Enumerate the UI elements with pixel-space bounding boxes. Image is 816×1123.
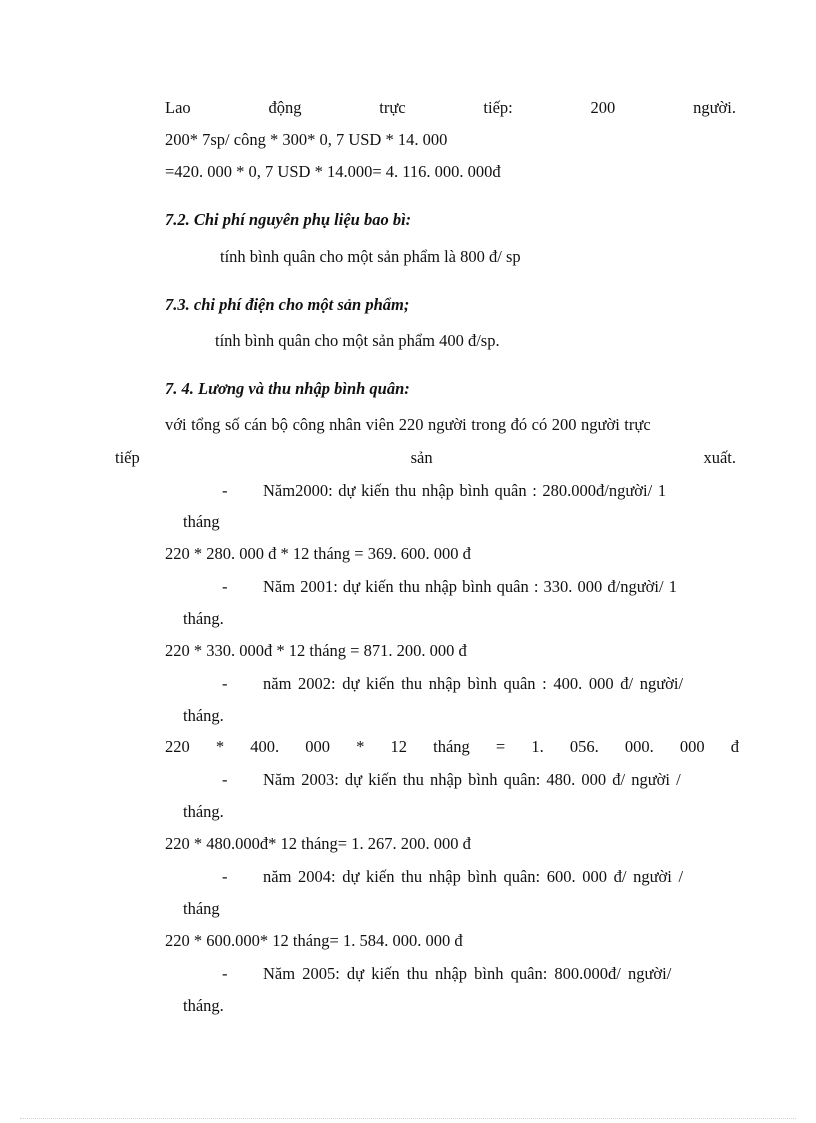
bullet-2005-cont: tháng.	[183, 996, 224, 1015]
word: 000.	[624, 737, 654, 756]
section-heading-7-3: 7.3. chi phí điện cho một sản phẩm;	[165, 295, 410, 314]
bullet-2001-cont: tháng.	[183, 609, 224, 628]
section-text-7-2: tính bình quân cho một sản phẩm là 800 đ/ sp	[220, 247, 521, 266]
labor-formula: 200* 7sp/ công * 300* 0, 7 USD * 14. 000	[165, 130, 448, 149]
word: Lao	[165, 98, 191, 117]
word: 200	[590, 98, 616, 117]
word: tháng	[433, 737, 470, 756]
section-text-7-3: tính bình quân cho một sản phẩm 400 đ/sp.	[215, 331, 500, 350]
bullet-2002-text: năm 2002: dự kiến thu nhập bình quân : 400. 000 đ/ người/	[263, 674, 684, 693]
word: 000	[305, 737, 330, 756]
word: 000	[679, 737, 705, 756]
calc-2004: 220 * 600.000* 12 tháng= 1. 584. 000. 000 đ	[165, 931, 463, 950]
bullet-dash: -	[222, 770, 228, 789]
word: tiếp:	[483, 98, 513, 117]
word: *	[215, 737, 225, 756]
word: đ	[730, 737, 739, 756]
bullet-2005-text: Năm 2005: dự kiến thu nhập bình quân: 800.000đ/ người/	[263, 964, 672, 983]
word: 12	[390, 737, 407, 756]
bullet-dash: -	[222, 674, 228, 693]
calc-2002	[165, 737, 739, 757]
word: 220	[165, 737, 190, 756]
bullet-dash: -	[222, 867, 228, 886]
bullet-2004-text: năm 2004: dự kiến thu nhập bình quân: 600. 000 đ/ người /	[263, 867, 684, 886]
word: *	[356, 737, 365, 756]
bullet-2000-cont: tháng	[183, 512, 220, 531]
word: 1.	[531, 737, 544, 756]
bullet-2002-cont: tháng.	[183, 706, 224, 725]
bullet-2003-cont: tháng.	[183, 802, 224, 821]
word: tiếp	[115, 448, 140, 467]
bullet-2003-text: Năm 2003: dự kiến thu nhập bình quân: 480. 000 đ/ người /	[263, 770, 681, 789]
intro-line-2	[115, 448, 736, 468]
bullet-dash: -	[222, 964, 228, 983]
section-heading-7-4: 7. 4. Lương và thu nhập bình quân:	[165, 379, 410, 398]
bullet-dash: -	[222, 481, 228, 500]
word: xuất.	[703, 448, 736, 467]
bullet-2001-text: Năm 2001: dự kiến thu nhập bình quân : 330. 000 đ/người/ 1	[263, 577, 677, 596]
word: người.	[693, 98, 736, 117]
word: 400.	[250, 737, 280, 756]
word: sản	[410, 448, 433, 467]
word: trực	[379, 98, 406, 117]
word: 056.	[569, 737, 599, 756]
calc-2000: 220 * 280. 000 đ * 12 tháng = 369. 600. 000 đ	[165, 544, 471, 563]
labor-line	[165, 98, 736, 118]
bullet-dash: -	[222, 577, 228, 596]
calc-2001: 220 * 330. 000đ * 12 tháng = 871. 200. 000 đ	[165, 641, 467, 660]
labor-result: =420. 000 * 0, 7 USD * 14.000= 4. 116. 000. 000đ	[165, 162, 501, 181]
calc-2003: 220 * 480.000đ* 12 tháng= 1. 267. 200. 000 đ	[165, 834, 471, 853]
section-heading-7-2: 7.2. Chi phí nguyên phụ liệu bao bì:	[165, 210, 412, 229]
word: =	[495, 737, 506, 756]
intro-line-1: với tổng số cán bộ công nhân viên 220 người trong đó có 200 người trực	[165, 415, 651, 434]
page-bottom-rule	[20, 1118, 796, 1119]
bullet-2004-cont: tháng	[183, 899, 220, 918]
word: động	[268, 98, 302, 117]
bullet-2000-text: Năm2000: dự kiến thu nhập bình quân : 280.000đ/người/ 1	[263, 481, 667, 500]
